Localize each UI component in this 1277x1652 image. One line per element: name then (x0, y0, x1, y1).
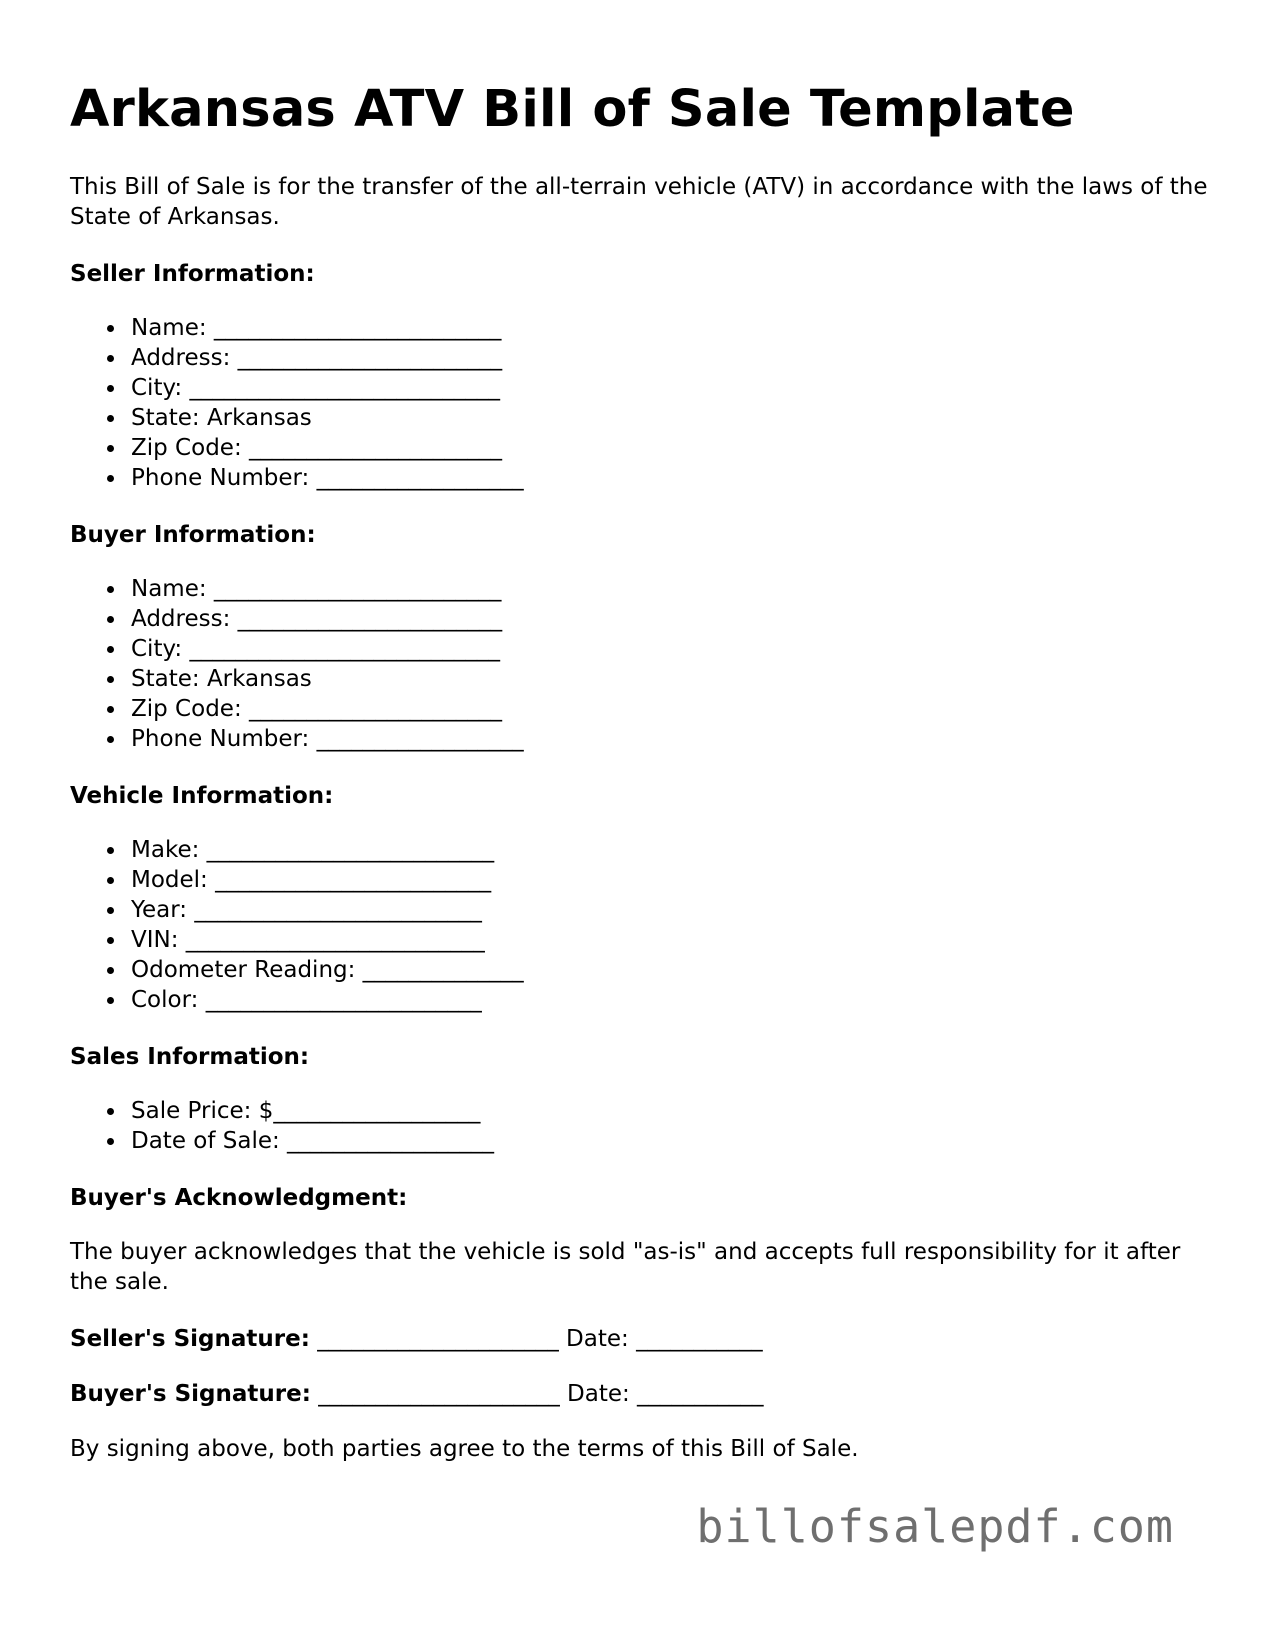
seller-name-item: Name: _________________________ (131, 313, 1210, 343)
seller-address-item: Address: _______________________ (131, 343, 1210, 373)
seller-signature-blank: _____________________ Date: ___________ (309, 1326, 763, 1352)
seller-info-list (70, 313, 1210, 493)
vehicle-vin-item: VIN: __________________________ (131, 925, 1210, 955)
seller-city-item: City: ___________________________ (131, 373, 1210, 403)
closing-statement: By signing above, both parties agree to the terms of this Bill of Sale. (70, 1436, 859, 1462)
buyer-info-list (70, 574, 1210, 754)
date-of-sale-item: Date of Sale: __________________ (131, 1126, 1210, 1156)
buyer-section-heading: Buyer Information: (70, 522, 316, 548)
buyer-state-item: State: Arkansas (131, 664, 1210, 694)
sales-section-heading: Sales Information: (70, 1044, 310, 1070)
seller-signature-line (70, 1324, 1210, 1354)
seller-section-heading: Seller Information: (70, 261, 315, 287)
vehicle-year-item: Year: _________________________ (131, 895, 1210, 925)
acknowledgment-text: The buyer acknowledges that the vehicle is sold "as-is" and accepts full responsibility for it after the sale. (70, 1239, 1181, 1295)
vehicle-model-item: Model: ________________________ (131, 865, 1210, 895)
buyer-signature-blank: _____________________ Date: ___________ (310, 1381, 764, 1407)
buyer-city-item: City: ___________________________ (131, 634, 1210, 664)
vehicle-info-list (70, 835, 1210, 1015)
intro-paragraph: This Bill of Sale is for the transfer of the all-terrain vehicle (ATV) in accordance with the laws of the State of Arkansas. (70, 174, 1208, 230)
buyer-signature-line (70, 1379, 1210, 1409)
vehicle-odometer-item: Odometer Reading: ______________ (131, 955, 1210, 985)
sale-price-item: Sale Price: $__________________ (131, 1096, 1210, 1126)
vehicle-color-item: Color: ________________________ (131, 985, 1210, 1015)
buyer-name-item: Name: _________________________ (131, 574, 1210, 604)
seller-signature-label: Seller's Signature: (70, 1326, 310, 1352)
buyer-signature-label: Buyer's Signature: (70, 1381, 311, 1407)
seller-phone-item: Phone Number: __________________ (131, 463, 1210, 493)
buyer-zip-item: Zip Code: ______________________ (131, 694, 1210, 724)
document-page (70, 80, 1210, 1464)
buyer-phone-item: Phone Number: __________________ (131, 724, 1210, 754)
buyer-address-item: Address: _______________________ (131, 604, 1210, 634)
site-watermark: billofsalepdf.com (696, 1500, 1174, 1553)
acknowledgment-heading: Buyer's Acknowledgment: (70, 1185, 408, 1211)
sales-info-list (70, 1096, 1210, 1156)
seller-zip-item: Zip Code: ______________________ (131, 433, 1210, 463)
vehicle-make-item: Make: _________________________ (131, 835, 1210, 865)
seller-state-item: State: Arkansas (131, 403, 1210, 433)
page-title: Arkansas ATV Bill of Sale Template (70, 80, 1075, 139)
vehicle-section-heading: Vehicle Information: (70, 783, 334, 809)
